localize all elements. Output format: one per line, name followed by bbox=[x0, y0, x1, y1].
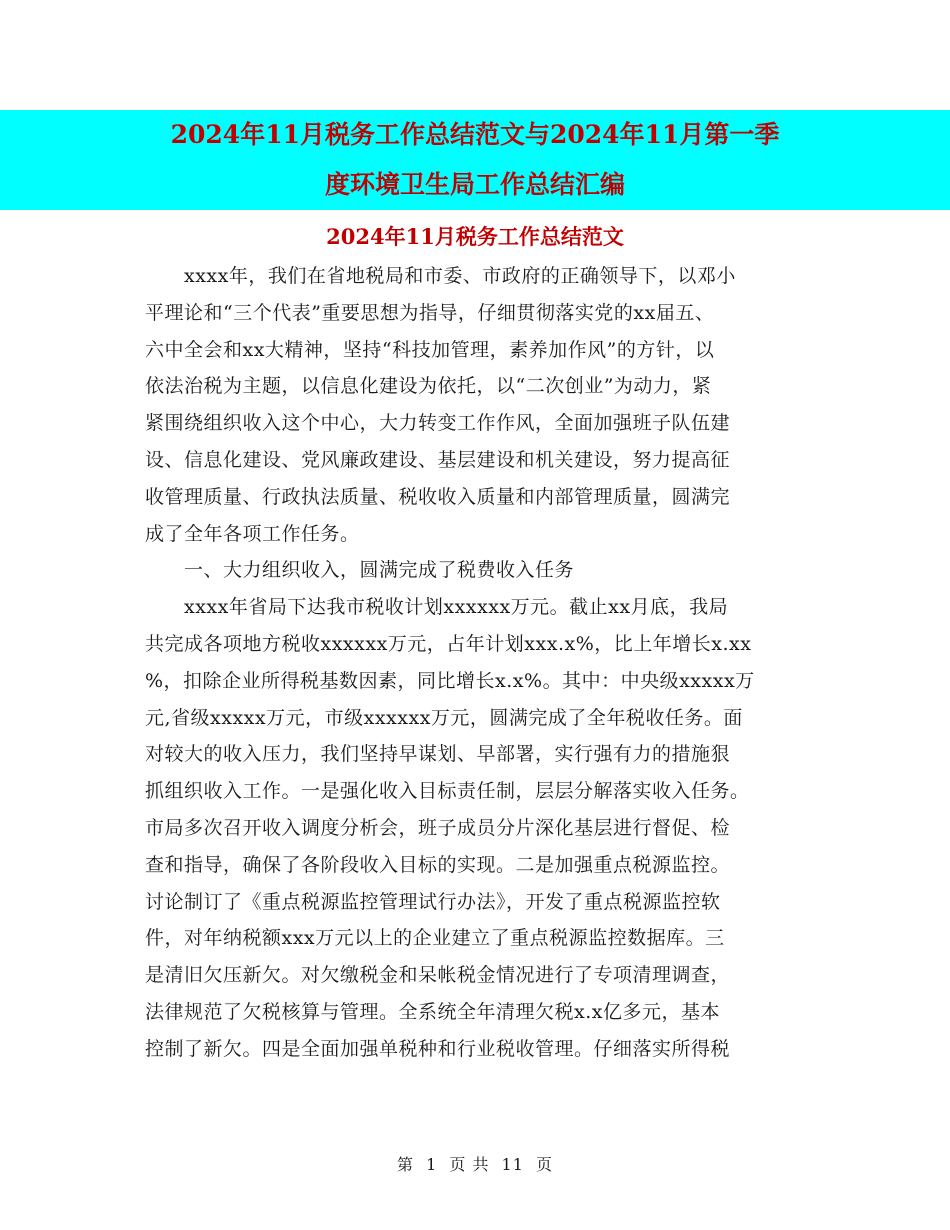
footer-page-number: 1 bbox=[426, 1155, 438, 1174]
document-title-line-1: 2024年11月税务工作总结范文与2024年11月第一季 bbox=[171, 117, 780, 152]
body-line: 元,省级xxxxx万元，市级xxxxxx万元，圆满完成了全年税收任务。面 bbox=[145, 706, 743, 729]
page-footer bbox=[0, 1152, 950, 1175]
body-line: 查和指导，确保了各阶段收入目标的实现。二是加强重点税源监控。 bbox=[145, 853, 731, 876]
body-line: 控制了新欠。四是全面加强单税种和行业税收管理。仔细落实所得税 bbox=[145, 1037, 731, 1060]
body-line: 依法治税为主题，以信息化建设为依托，以“二次创业”为动力，紧 bbox=[145, 375, 712, 398]
document-title-line-2: 度环境卫生局工作总结汇编 bbox=[325, 167, 625, 202]
body-line: %，扣除企业所得税基数因素，同比增长x.x%。其中：中央级xxxxx万 bbox=[145, 669, 755, 692]
body-line: 一、大力组织收入，圆满完成了税费收入任务 bbox=[145, 559, 575, 582]
footer-middle: 页 共 bbox=[449, 1155, 490, 1174]
footer-prefix: 第 bbox=[396, 1155, 414, 1174]
body-line: 六中全会和xx大精神，坚持“科技加管理，素养加作风”的方针，以 bbox=[145, 338, 715, 361]
body-line: 是清旧欠压新欠。对欠缴税金和呆帐税金情况进行了专项清理调查， bbox=[145, 964, 731, 987]
body-line: 平理论和“三个代表”重要思想为指导，仔细贯彻落实党的xx届五、 bbox=[145, 301, 715, 324]
body-line: 抓组织收入工作。一是强化收入目标责任制，层层分解落实收入任务。 bbox=[145, 780, 750, 803]
body-line: 市局多次召开收入调度分析会，班子成员分片深化基层进行督促、检 bbox=[145, 816, 731, 839]
body-line: 共完成各项地方税收xxxxxx万元，占年计划xxx.x%，比上年增长x.xx bbox=[145, 632, 752, 655]
body-line: 讨论制订了《重点税源监控管理试行办法》，开发了重点税源监控软 bbox=[145, 890, 721, 913]
body-line: xxxx年省局下达我市税收计划xxxxxx万元。截止xx月底，我局 bbox=[145, 596, 729, 619]
footer-total-pages: 11 bbox=[501, 1155, 524, 1174]
body-line: 紧围绕组织收入这个中心，大力转变工作作风，全面加强班子队伍建 bbox=[145, 412, 731, 435]
body-line: 法律规范了欠税核算与管理。全系统全年清理欠税x.x亿多元，基本 bbox=[145, 1000, 720, 1023]
section-title: 2024年11月税务工作总结范文 bbox=[326, 224, 624, 249]
body-line: 设、信息化建设、党风廉政建设、基层建设和机关建设，努力提高征 bbox=[145, 448, 731, 471]
body-line: 收管理质量、行政执法质量、税收收入质量和内部管理质量，圆满完 bbox=[145, 485, 731, 508]
body-line: 件，对年纳税额xxx万元以上的企业建立了重点税源监控数据库。三 bbox=[145, 927, 725, 950]
body-line: 对较大的收入压力，我们坚持早谋划、早部署，实行强有力的措施狠 bbox=[145, 743, 731, 766]
body-line: xxxx年，我们在省地税局和市委、市政府的正确领导下，以邓小 bbox=[145, 265, 736, 287]
body-line: 成了全年各项工作任务。 bbox=[145, 522, 360, 545]
footer-suffix: 页 bbox=[536, 1155, 554, 1174]
document-title bbox=[0, 110, 950, 210]
body-text bbox=[145, 258, 805, 1068]
